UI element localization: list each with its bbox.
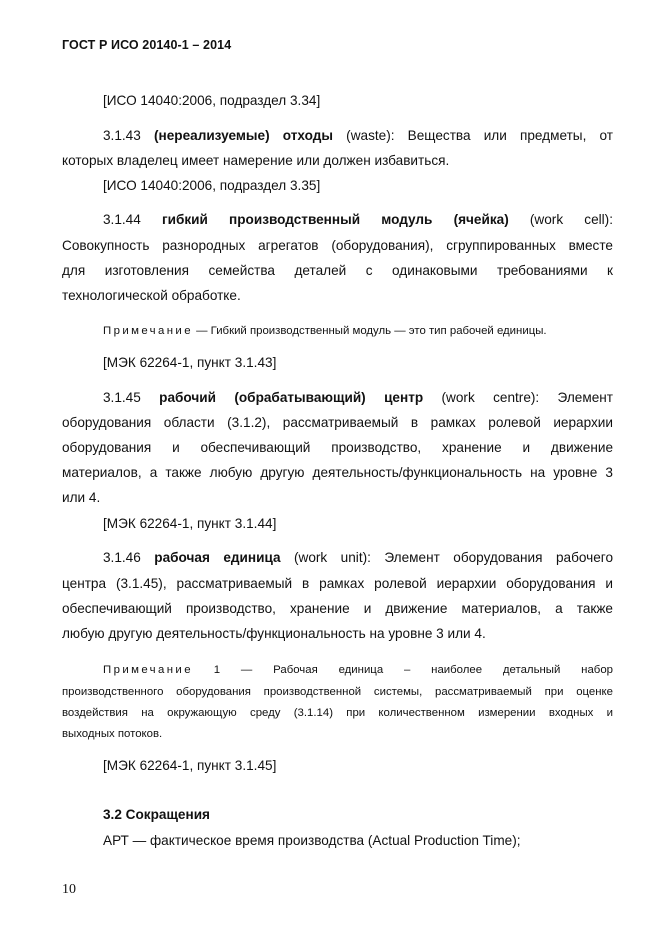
- definition-3-1-45-line-2: оборудования области (3.1.2), рассматриваемый в рамках ролевой иерархии: [62, 415, 613, 430]
- definition-3-1-46-line-2: центра (3.1.45), рассматриваемый в рамках ролевой иерархии оборудования и: [62, 576, 613, 591]
- term-waste: (нереализуемые) отходы: [153, 128, 333, 143]
- definition-3-1-44-line-3: для изготовления семейства деталей с одинаковыми требованиями к: [62, 263, 613, 278]
- note-text: — Гибкий производственный модуль — это тип рабочей единицы.: [196, 325, 547, 337]
- term-english: (work unit): Элемент оборудования рабочего: [294, 550, 614, 565]
- reference-mek-3-1-44: [МЭК 62264-1, пункт 3.1.44]: [103, 516, 277, 531]
- definition-number: 3.1.44: [103, 212, 141, 227]
- definition-3-1-46-line-4: любую другую деятельность/функциональность на уровне 3 или 4.: [62, 626, 486, 641]
- term-english: (work cell):: [529, 212, 613, 227]
- note-label: Примечание: [103, 325, 193, 337]
- definition-3-1-46-line-3: обеспечивающий производство, хранение и движение материалов, а также: [62, 601, 613, 616]
- reference-3-34: [ИСО 14040:2006, подраздел 3.34]: [103, 93, 321, 108]
- definition-3-1-45-line-5: или 4.: [62, 490, 101, 505]
- note-label: Примечание: [103, 664, 193, 676]
- page-number: 10: [62, 882, 76, 897]
- term-english: (work centre): Элемент: [441, 390, 613, 405]
- definition-number: 3.1.43: [103, 128, 141, 143]
- term-word: гибкий: [161, 212, 208, 227]
- note-3-1-46-line-2: производственного оборудования производственной системы, рассматриваемый при оценке: [62, 686, 613, 698]
- definition-3-1-44-line-1: [103, 211, 613, 228]
- term-work-centre: рабочий (обрабатывающий) центр: [159, 390, 424, 405]
- definition-3-1-45-line-1: [103, 389, 613, 406]
- term-word: модуль: [381, 212, 433, 227]
- note-3-1-44: [103, 323, 547, 340]
- document-header: ГОСТ Р ИСО 20140-1 – 2014: [62, 38, 232, 52]
- note-3-1-46-line-4: выходных потоков.: [62, 728, 163, 740]
- definition-number: 3.1.45: [103, 390, 141, 405]
- note-text: 1 — Рабочая единица – наиболее детальный набор: [213, 664, 613, 676]
- reference-3-35: [ИСО 14040:2006, подраздел 3.35]: [103, 178, 321, 193]
- definition-3-1-45-line-4: материалов, а также любую другую деятельность/функциональность на уровне 3: [62, 465, 613, 480]
- term-word: производственный: [229, 212, 361, 227]
- note-3-1-46-line-1: [103, 662, 613, 679]
- definition-3-1-43-line-2: которых владелец имеет намерение или должен избавиться.: [62, 153, 450, 168]
- term-work-unit: рабочая единица: [154, 550, 281, 565]
- section-heading-3-2: 3.2 Сокращения: [103, 807, 210, 822]
- definition-3-1-44-line-4: технологической обработке.: [62, 288, 241, 303]
- reference-mek-3-1-45: [МЭК 62264-1, пункт 3.1.45]: [103, 758, 277, 773]
- reference-mek-3-1-43: [МЭК 62264-1, пункт 3.1.43]: [103, 355, 277, 370]
- definition-3-1-46-line-1: [103, 549, 613, 566]
- term-english: (waste): Вещества или предметы, от: [346, 128, 613, 143]
- definition-number: 3.1.46: [103, 550, 141, 565]
- definition-3-1-44-line-2: Совокупность разнородных агрегатов (оборудования), сгруппированных вместе: [62, 238, 613, 253]
- abbreviation-apt: АРТ — фактическое время производства (Actual Production Time);: [103, 833, 521, 848]
- term-word: (ячейка): [453, 212, 509, 227]
- note-3-1-46-line-3: воздействия на окружающую среду (3.1.14) при количественном измерении входных и: [62, 707, 613, 719]
- definition-3-1-45-line-3: оборудования и обеспечивающий производство, хранение и движение: [62, 440, 613, 455]
- definition-3-1-43-line-1: [103, 127, 613, 144]
